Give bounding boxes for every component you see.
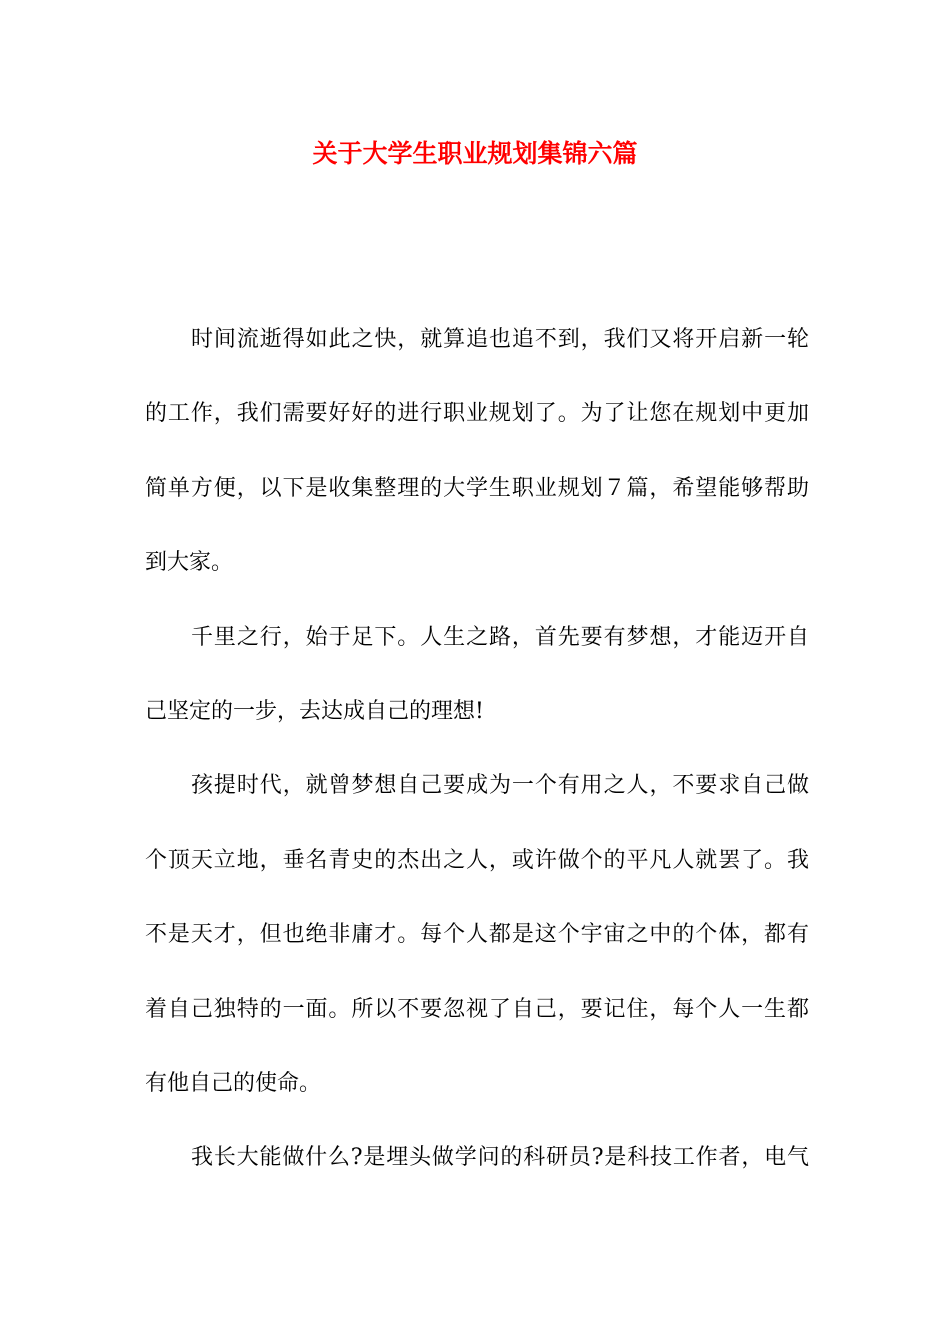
document-title: 关于大学生职业规划集锦六篇 xyxy=(312,139,638,168)
paragraph-3-line-4: 着自己独特的一面。所以不要忽视了自己，要记住，每个人一生都 xyxy=(145,996,809,1022)
paragraph-1-line-3: 简单方便，以下是收集整理的大学生职业规划７篇，希望能够帮助 xyxy=(145,475,809,501)
paragraph-3-line-2: 个顶天立地，垂名青史的杰出之人，或许做个的平凡人就罢了。我 xyxy=(145,847,809,873)
paragraph-2-line-2: 己坚定的一步，去达成自己的理想! xyxy=(145,698,484,724)
paragraph-3-line-3: 不是天才，但也绝非庸才。每个人都是这个宇宙之中的个体，都有 xyxy=(145,922,809,948)
paragraph-2-line-1: 千里之行，始于足下。人生之路，首先要有梦想，才能迈开自 xyxy=(191,624,809,650)
paragraph-4-line-1: 我长大能做什么?是埋头做学问的科研员?是科技工作者，电气 xyxy=(191,1145,809,1171)
paragraph-1-line-4: 到大家。 xyxy=(145,550,234,576)
document-body xyxy=(145,322,809,1215)
paragraph-3-line-1: 孩提时代，就曾梦想自己要成为一个有用之人，不要求自己做 xyxy=(191,773,809,799)
paragraph-3-line-5: 有他自己的使命。 xyxy=(145,1070,322,1096)
paragraph-1-line-1: 时间流逝得如此之快，就算追也追不到，我们又将开启新一轮 xyxy=(191,327,809,352)
paragraph-1-line-2: 的工作，我们需要好好的进行职业规划了。为了让您在规划中更加 xyxy=(145,401,809,427)
